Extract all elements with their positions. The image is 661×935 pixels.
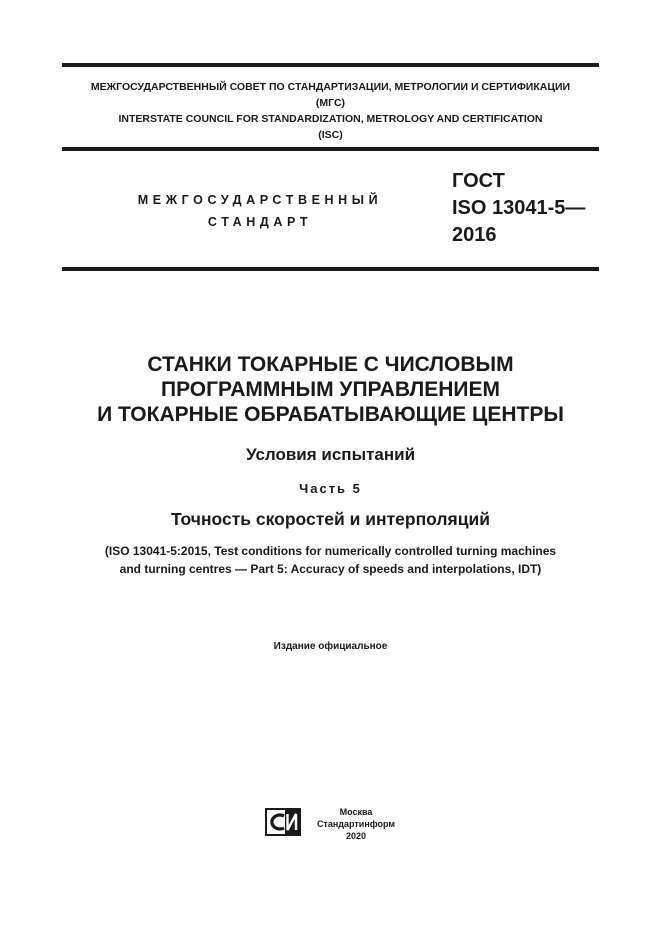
designation-line3: 2016 [452, 224, 497, 246]
council-ru-name: МЕЖГОСУДАРСТВЕННЫЙ СОВЕТ ПО СТАНДАРТИЗАЦИИ, МЕТРОЛОГИИ И СЕРТИФИКАЦИИ [90, 81, 571, 93]
iso-reference-line2: and turning centres — Part 5: Accuracy of speeds and interpolations, IDT) [119, 562, 542, 576]
designation-line1: ГОСТ [452, 170, 505, 192]
document-subtitle: Условия испытаний [245, 445, 416, 464]
iso-reference [0, 542, 661, 578]
designation-line2: ISO 13041-5— [452, 197, 586, 219]
standard-type-line1: МЕЖГОСУДАРСТВЕННЫЙ [137, 193, 383, 207]
standartinform-logo-icon [265, 808, 301, 836]
title-line2: ПРОГРАММНЫМ УПРАВЛЕНИЕМ [160, 378, 501, 401]
title-line3: И ТОКАРНЫЕ ОБРАБАТЫВАЮЩИЕ ЦЕНТРЫ [97, 403, 564, 426]
council-en-name: INTERSTATE COUNCIL FOR STANDARDIZATION, METROLOGY AND CERTIFICATION [118, 113, 543, 125]
top-rule [62, 63, 599, 67]
header-bottom-rule [62, 267, 599, 271]
publisher-block [306, 806, 406, 842]
edition-label: Издание официальное [273, 641, 388, 652]
standard-type-line2: СТАНДАРТ [207, 215, 313, 229]
council-ru-abbr: (МГС) [315, 97, 346, 109]
standard-type-label [100, 189, 420, 233]
iso-reference-line1: (ISO 13041-5:2015, Test conditions for numerically controlled turning machines [104, 544, 557, 558]
publication-year: 2020 [345, 831, 367, 841]
council-block [0, 79, 661, 143]
part-title: Точность скоростей и интерполяций [170, 509, 491, 529]
council-bottom-rule [62, 147, 599, 151]
standard-designation [452, 168, 585, 249]
part-number: Часть 5 [299, 481, 362, 496]
document-title [0, 352, 661, 427]
title-line1: СТАНКИ ТОКАРНЫЕ С ЧИСЛОВЫМ [147, 353, 514, 376]
council-en-abbr: (ISC) [318, 129, 343, 141]
publisher-name: Стандартинформ [316, 819, 396, 829]
publisher-city: Москва [339, 807, 373, 817]
